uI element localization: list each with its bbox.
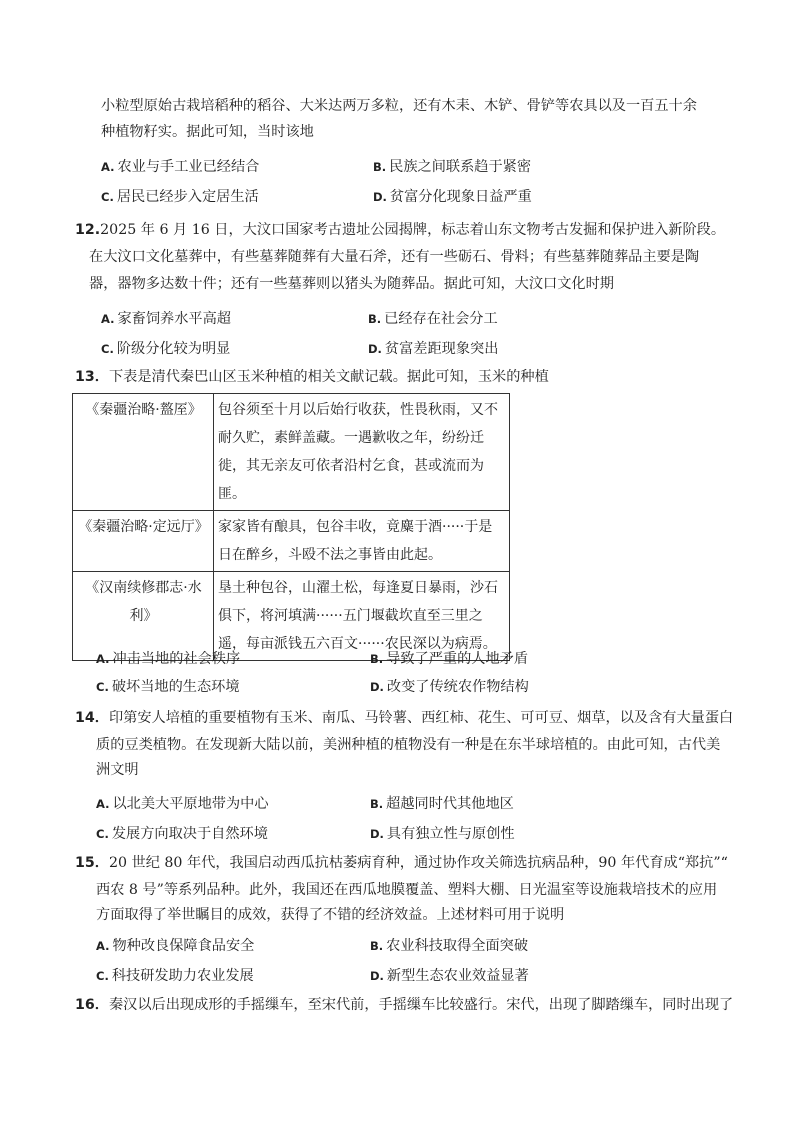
q14-option-d[interactable]: D. 具有独立性与原创性 <box>370 826 515 842</box>
q15-option-d[interactable]: D. 新型生态农业效益显著 <box>370 968 529 984</box>
q15-option-c[interactable]: C. 科技研发助力农业发展 <box>96 968 254 984</box>
q12-stem-line-3: 器，器物多达数十件；还有一些墓葬则以猪头为随葬品。据此可知，大汶口文化时期 <box>89 276 614 292</box>
table-cell-text: 包谷须至十月以后始行收获，性畏秋雨，又不耐久贮，素鲜盖藏。一遇歉收之年，纷纷迁徙，其无亲友可依者沿村乞食，甚或流而为匪。 <box>214 394 510 511</box>
q13-option-d[interactable]: D. 改变了传统农作物结构 <box>370 679 529 695</box>
q13-option-c[interactable]: C. 破坏当地的生态环境 <box>96 679 240 695</box>
table-cell-text: 家家皆有酿具，包谷丰收，竟麋于酒·····于是日在醉乡，斗殴不法之事皆由此起。 <box>214 511 510 572</box>
q15-option-b[interactable]: B. 农业科技取得全面突破 <box>370 938 529 954</box>
q12-option-a[interactable]: A. 家畜饲养水平高超 <box>101 311 231 327</box>
q16-stem-line-1: 16．秦汉以后出现成形的手摇缫车，至宋代前，手摇缫车比较盛行。宋代，出现了脚踏缫车，同时出现了 <box>75 997 734 1013</box>
q12-number: 12. <box>75 222 101 238</box>
table-cell-source: 《秦疆治略·盩厔》 <box>73 394 214 511</box>
q12-option-b[interactable]: B. 已经存在社会分工 <box>368 311 498 327</box>
q11-option-a[interactable]: A. 农业与手工业已经结合 <box>101 159 260 175</box>
q14-option-a[interactable]: A. 以北美大平原地带为中心 <box>96 796 269 812</box>
q11-option-d[interactable]: D. 贫富分化现象日益严重 <box>373 189 532 205</box>
q13-number: 13． <box>75 369 109 385</box>
table-row <box>73 511 510 572</box>
q15-number: 15． <box>75 855 109 871</box>
q12-stem-line-2: 在大汶口文化墓葬中，有些墓葬随葬有大量石斧，还有一些砺石、骨料；有些墓葬随葬品主要是陶 <box>89 249 700 265</box>
q11-stem-line-1: 小粒型原始古栽培稻种的稻谷、大米达两万多粒，还有木耒、木铲、骨铲等农具以及一百五十余 <box>101 98 697 114</box>
q15-stem-line-1: 15．20 世纪 80 年代，我国启动西瓜抗枯萎病育种，通过协作攻关筛选抗病品种，90 年代育成“郑抗”“ <box>75 855 728 871</box>
q15-stem-line-2: 西农 8 号”等系列品种。此外，我国还在西瓜地膜覆盖、塑料大棚、日光温室等设施栽培技术的应用 <box>96 882 718 898</box>
q15-stem-line-3: 方面取得了举世瞩目的成效，获得了不错的经济效益。上述材料可用于说明 <box>96 907 565 923</box>
q11-option-c[interactable]: C. 居民已经步入定居生活 <box>101 189 259 205</box>
q12-option-d[interactable]: D. 贫富差距现象突出 <box>368 341 499 357</box>
q14-stem-line-3: 洲文明 <box>96 762 139 778</box>
q11-stem-line-2: 种植物籽实。据此可知，当时该地 <box>101 124 314 140</box>
q13-option-a[interactable]: A. 冲击当地的社会秩序 <box>96 651 241 667</box>
q12-option-c[interactable]: C. 阶级分化较为明显 <box>101 341 231 357</box>
q14-stem-line-1: 14．印第安人培植的重要植物有玉米、南瓜、马铃薯、西红柿、花生、可可豆、烟草，以及含有大量蛋白 <box>75 710 734 726</box>
table-cell-source: 《汉南续修郡志·水利》 <box>73 572 214 661</box>
q15-option-a[interactable]: A. 物种改良保障食品安全 <box>96 938 255 954</box>
q16-number: 16． <box>75 997 109 1013</box>
q12-stem-line-1: 12.2025 年 6 月 16 日，大汶口国家考古遗址公园揭牌，标志着山东文物考古发掘和保护进入新阶段。 <box>75 222 726 238</box>
table-cell-text: 垦土种包谷，山濯土松，每逢夏日暴雨，沙石俱下，将河填满······五门堰截坎直至三里之遥，每亩派钱五六百文······农民深以为病焉。 <box>214 572 510 661</box>
q13-source-table <box>72 393 510 661</box>
table-row <box>73 394 510 511</box>
q14-number: 14． <box>75 710 109 726</box>
q13-option-b[interactable]: B. 导致了严重的人地矛盾 <box>370 651 529 667</box>
q14-stem-line-2: 质的豆类植物。在发现新大陆以前，美洲种植的植物没有一种是在东半球培植的。由此可知，古代美 <box>96 737 721 753</box>
q14-option-b[interactable]: B. 超越同时代其他地区 <box>370 796 514 812</box>
table-cell-source: 《秦疆治略·定远厅》 <box>73 511 214 572</box>
q14-option-c[interactable]: C. 发展方向取决于自然环境 <box>96 826 268 842</box>
q13-stem: 13．下表是清代秦巴山区玉米种植的相关文献记载。据此可知，玉米的种植 <box>75 369 549 385</box>
q11-option-b[interactable]: B. 民族之间联系趋于紧密 <box>373 159 532 175</box>
